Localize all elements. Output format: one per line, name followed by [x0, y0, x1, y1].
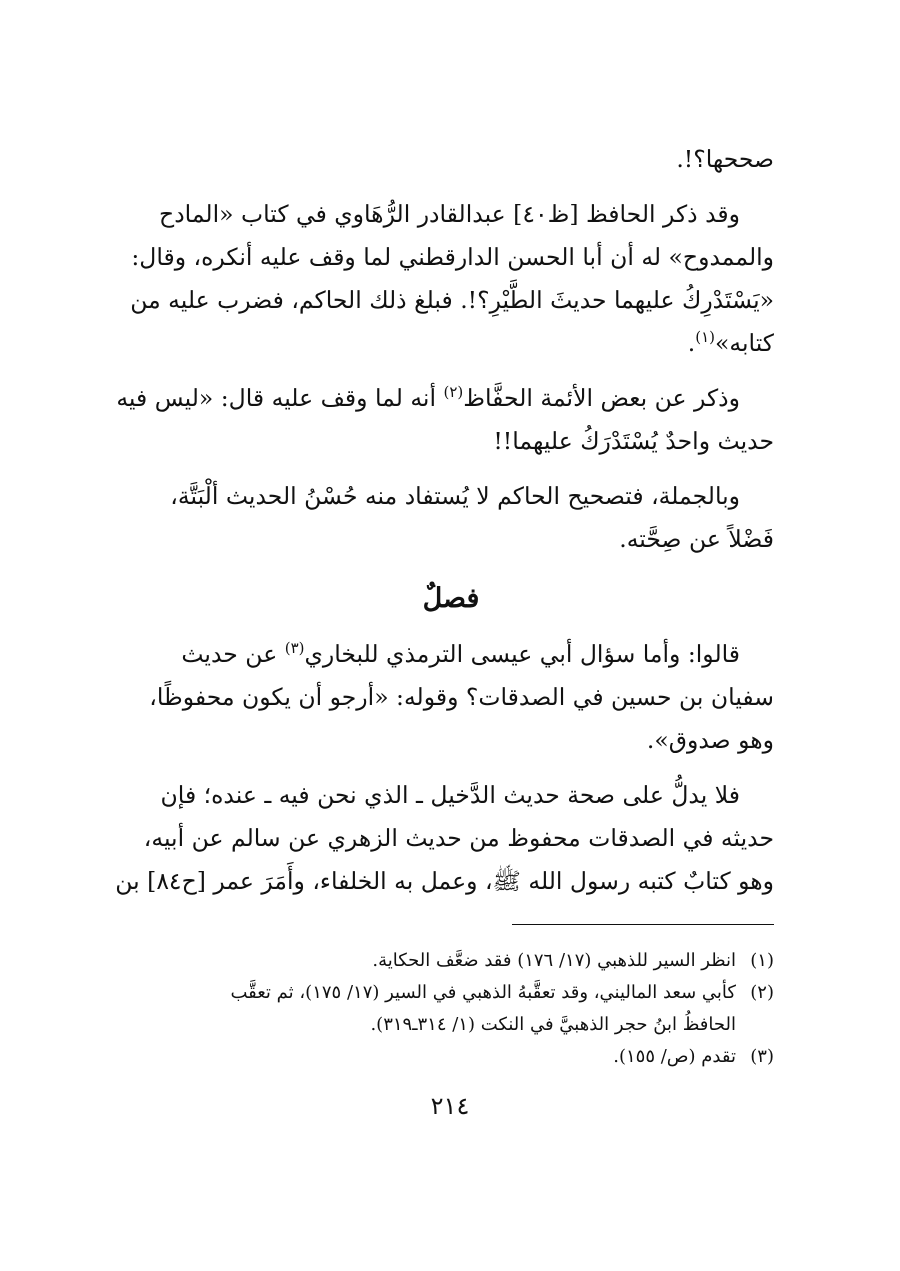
text-line: والممدوح» له أن أبا الحسن الدارقطني لما وقف عليه أنكره، وقال:: [131, 243, 774, 271]
page-number: ٢١٤: [430, 1092, 470, 1120]
page-body: [115, 138, 774, 903]
paragraph-0: [128, 138, 774, 181]
footnote-number: (٢): [750, 982, 774, 1003]
footnote-line: تقدم (ص/ ١٥٥).: [613, 1046, 736, 1067]
footnote-3: [128, 1041, 774, 1073]
footnote-line: كأبي سعد الماليني، وقد تعقَّبهُ الذهبي في السير (١٧/ ١٧٥)، ثم تعقَّب: [230, 982, 736, 1003]
text-fragment: وذكر عن بعض الأئمة الحفَّاظ: [463, 384, 740, 412]
footnote-separator: [512, 924, 774, 925]
section-heading: فصلٌ: [422, 583, 480, 614]
footnote-line: انظر السير للذهبي (١٧/ ١٧٦) فقد ضعَّف الحكاية.: [372, 950, 736, 971]
paragraph-2: [116, 377, 774, 463]
footnote-line: الحافظُ ابنُ حجر الذهبيَّ في النكت (١/ ٣١٤ـ٣١٩).: [370, 1014, 736, 1035]
footnote-text: [128, 1041, 736, 1073]
text-fragment: كتابه»: [715, 329, 774, 357]
text-line: وهو صدوق».: [646, 726, 774, 754]
text-line: حديثه في الصدقات محفوظ من حديث الزهري عن سالم عن أبيه،: [143, 824, 774, 852]
paragraph-1: [128, 193, 774, 365]
paragraph-5: [115, 774, 774, 903]
text-line: [128, 633, 774, 676]
text-line: وقد ذكر الحافظ [ظ٤٠] عبدالقادر الرُّهَاوي في كتاب «المادح: [159, 200, 740, 228]
text-line: وهو كتابٌ كتبه رسول الله ﷺ، وعمل به الخلفاء، وأَمَرَ عمر [ح٨٤] بن: [115, 867, 774, 895]
text-line: صححها؟!.: [676, 145, 774, 173]
text-fragment: .: [687, 329, 696, 357]
text-line: وبالجملة، فتصحيح الحاكم لا يُستفاد منه حُسْنُ الحديث ألْبَتَّة،: [170, 482, 740, 510]
footnotes: [128, 945, 774, 1073]
text-line: سفيان بن حسين في الصدقات؟ وقوله: «أرجو أن يكون محفوظًا،: [149, 683, 774, 711]
text-line: [128, 322, 774, 365]
text-line: «يَسْتَدْرِكُ عليهما حديثَ الطَّيْرِ؟!. فبلغ ذلك الحاكم، فضرب عليه من: [130, 286, 774, 314]
footnote-text: [128, 945, 736, 977]
footnote-number: (٣): [750, 1046, 774, 1067]
text-fragment: أنه لما وقف عليه قال: «ليس فيه: [116, 384, 444, 412]
text-line: حديث واحدٌ يُسْتَدْرَكُ عليهما!!: [493, 427, 774, 455]
footnote-2: [128, 977, 774, 1041]
text-line: فَضْلاً عن صِحَّته.: [619, 525, 774, 553]
text-line: [116, 377, 774, 420]
footnote-number: (١): [750, 950, 774, 971]
paragraph-4: [128, 633, 774, 762]
text-fragment: عن حديث: [181, 640, 285, 668]
footnote-1: [128, 945, 774, 977]
paragraph-3: [128, 475, 774, 561]
footnote-ref-3[interactable]: (٣): [284, 639, 305, 658]
footnote-ref-2[interactable]: (٢): [443, 383, 464, 402]
text-fragment: قالوا: وأما سؤال أبي عيسى الترمذي للبخاري: [304, 640, 740, 668]
text-line: فلا يدلُّ على صحة حديث الدَّخيل ـ الذي نحن فيه ـ عنده؛ فإن: [160, 781, 740, 809]
footnote-text: [128, 977, 736, 1041]
footnote-ref-1[interactable]: (١): [695, 328, 716, 347]
